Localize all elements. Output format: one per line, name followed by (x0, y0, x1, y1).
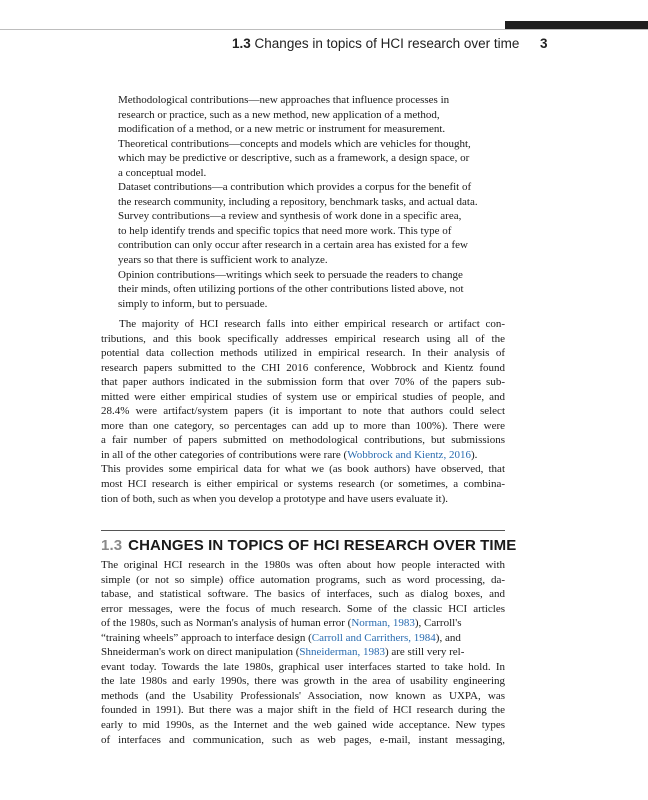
list-line: a conceptual model. (118, 166, 207, 179)
running-head-title: Changes in topics of HCI research over time (254, 36, 520, 51)
paragraph-line: of interfaces and communication, such as web pages, e-mail, instant messaging, (101, 733, 505, 746)
line-text: Shneiderman's work on direct manipulation ( (101, 646, 300, 659)
list-item-methodological (118, 93, 510, 137)
paragraph-line: error messages, were the focus of much research. Some of the classic HCI articles (101, 602, 505, 615)
paragraph-line-with-citation (101, 616, 505, 631)
list-line: the research community, including a repository, benchmark tasks, and actual data. (118, 195, 478, 208)
citation-link-carroll-carrithers[interactable]: Carroll and Carrithers, 1984 (311, 631, 436, 644)
section-divider (101, 530, 505, 531)
list-line: years so that there is sufficient work to analyze. (118, 254, 328, 267)
paragraph-line: The majority of HCI research falls into either empirical research or artifact con- (119, 318, 505, 330)
paragraph-line-with-citation (101, 645, 505, 660)
paragraph-line: founded in 1991). But there was a major shift in the field of HCI research during the (101, 704, 505, 717)
list-line: Opinion contributions—writings which seek to persuade the readers to change (118, 268, 463, 281)
contribution-list (118, 93, 510, 311)
list-item-theoretical (118, 137, 510, 181)
line-text: ), Carroll's (414, 617, 462, 630)
section-heading (101, 537, 516, 554)
paragraph-line: simple (or not so simple) office automation programs, such as word processing, da- (101, 573, 505, 586)
paragraph-line: most HCI research is either empirical or systems research (or sometimes, a combina- (101, 478, 505, 491)
paragraph-line: evant today. Towards the late 1980s, graphical user interfaces started to take hold. In (101, 660, 505, 673)
line-text: of the 1980s, such as Norman's analysis of human error ( (101, 617, 352, 630)
list-line: which may be predictive or descriptive, such as a framework, a design space, or (118, 152, 470, 165)
line-text: “training wheels” approach to interface design ( (101, 631, 312, 644)
paragraph-line: tion of both, such as when you develop a prototype and have users evaluate it). (101, 492, 449, 505)
body-paragraph-1 (101, 317, 505, 506)
list-line: their minds, often utilizing portions of the other contributions listed above, not (118, 283, 464, 296)
running-head-section-number: 1.3 (232, 36, 251, 51)
line-text: in all of the other categories of contributions were rare ( (101, 448, 348, 461)
body-paragraph-2 (101, 558, 505, 747)
running-head (232, 36, 519, 51)
list-line: Survey contributions—a review and synthesis of work done in a specific area, (118, 210, 462, 223)
section-title: CHANGES IN TOPICS OF HCI RESEARCH OVER TIME (128, 537, 517, 554)
list-line: Theoretical contributions—concepts and models which are vehicles for thought, (118, 137, 471, 150)
list-line: Methodological contributions—new approaches that influence processes in (118, 94, 450, 106)
paragraph-line: early to mid 1990s, as the Internet and the web gained wide acceptance. New types (101, 719, 505, 732)
paragraph-line: methods (and the Usability Professionals' Association, now known as UXPA, was (101, 689, 505, 702)
citation-link-wobbrock-kientz[interactable]: Wobbrock and Kientz, 2016 (347, 448, 471, 461)
line-text: ), and (435, 631, 461, 644)
paragraph-line: the late 1980s and early 1990s, there was growth in the area of usability engineering (101, 675, 505, 688)
list-line: modification of a method, or a new metric or instrument for measurement. (118, 123, 446, 136)
list-item-dataset (118, 180, 510, 209)
paragraph-line: mitted were either empirical studies of system use or empirical studies of people, and (101, 390, 505, 403)
paragraph-line: more than one category, so percentages can add up to more than 100%). There were (101, 419, 505, 432)
paragraph-line: research papers submitted to the CHI 2016 conference, Wobbrock and Kientz found (101, 361, 505, 374)
paragraph-line: tributions, and this book specifically addresses empirical research using all of the (101, 332, 505, 345)
list-line: Dataset contributions—a contribution which provides a corpus for the benefit of (118, 181, 472, 194)
paragraph-line: that paper authors indicated in the submission form that over 70% of the papers sub- (101, 376, 505, 389)
paragraph-line: a fair number of papers submitted on methodological contributions, but submissions (101, 434, 505, 447)
paragraph-line: This provides some empirical data for what we (as book authors) have observed, that (101, 463, 505, 476)
paragraph-line: The original HCI research in the 1980s was often about how people interacted with (101, 559, 505, 571)
page-number: 3 (540, 36, 548, 51)
citation-link-shneiderman[interactable]: Shneiderman, 1983 (299, 646, 385, 659)
list-item-opinion (118, 268, 510, 312)
list-line: research or practice, such as a new method, new application of a method, (118, 108, 440, 121)
list-line: contribution can only occur after research in a certain area has existed for a few (118, 239, 468, 252)
header-rule (0, 29, 648, 30)
line-text: ). (470, 448, 478, 461)
paragraph-line: potential data collection methods utilized in empirical research. In their analysis of (101, 347, 505, 360)
list-item-survey (118, 209, 510, 267)
line-text: ) are still very rel- (384, 646, 465, 659)
paragraph-line: 28.4% were artifact/system papers (it is important to note that authors could select (101, 405, 505, 418)
list-line: to help identify trends and specific topics that need more work. This type of (118, 224, 452, 237)
paragraph-line: tabase, and statistical software. The basics of interfaces, such as dialog boxes, and (101, 588, 505, 601)
citation-link-norman[interactable]: Norman, 1983 (351, 617, 415, 630)
paragraph-line-with-citation (101, 631, 505, 646)
paragraph-line-with-citation (101, 448, 505, 463)
section-number: 1.3 (101, 537, 123, 554)
list-line: simply to inform, but to persuade. (118, 297, 268, 310)
